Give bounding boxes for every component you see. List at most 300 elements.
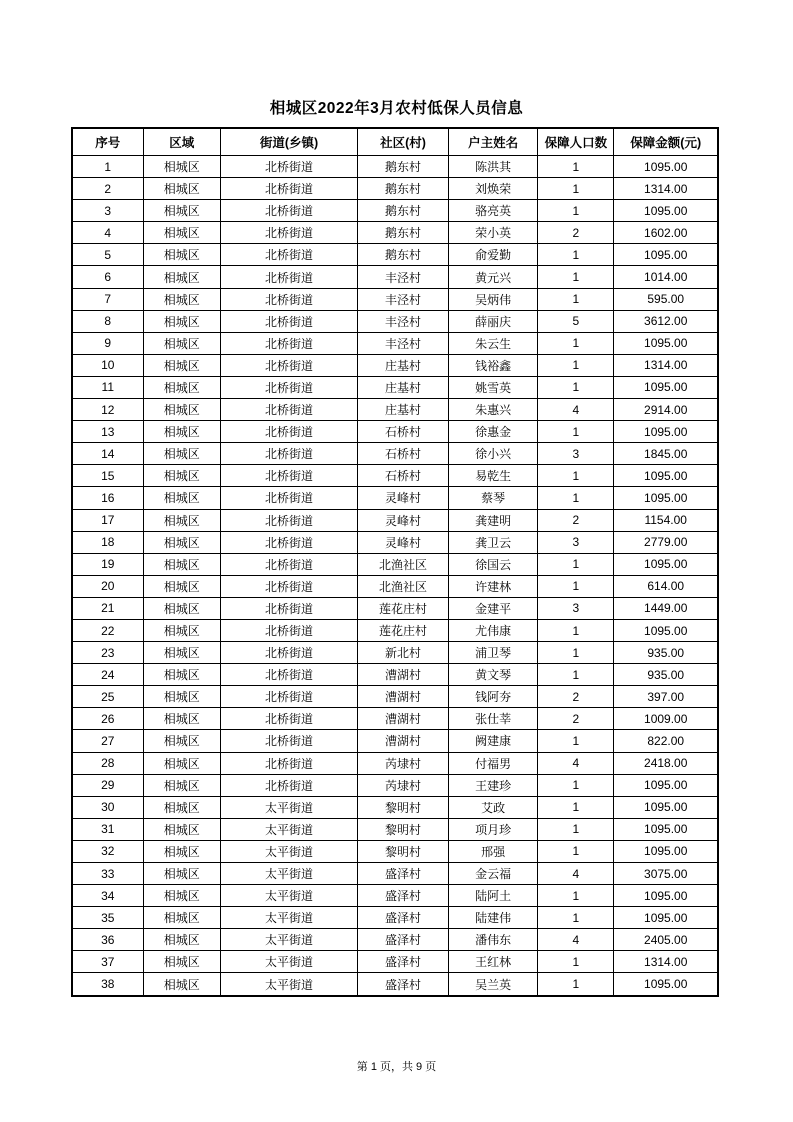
cell-village: 盛泽村 (358, 885, 449, 907)
cell-householder-name: 付福男 (449, 752, 538, 774)
table-row (72, 443, 718, 465)
cell-householder-name: 徐小兴 (449, 443, 538, 465)
cell-street: 北桥街道 (221, 531, 358, 553)
cell-village: 漕湖村 (358, 664, 449, 686)
cell-seq: 3 (72, 200, 143, 222)
cell-householder-name: 陆建伟 (449, 907, 538, 929)
cell-householder-name: 金云福 (449, 863, 538, 885)
cell-amount: 1095.00 (614, 200, 718, 222)
cell-street: 北桥街道 (221, 752, 358, 774)
cell-street: 北桥街道 (221, 619, 358, 641)
cell-seq: 11 (72, 376, 143, 398)
table-header-row (72, 128, 718, 156)
cell-householder-name: 王建珍 (449, 774, 538, 796)
cell-population-count: 4 (538, 752, 614, 774)
cell-amount: 822.00 (614, 730, 718, 752)
cell-street: 北桥街道 (221, 774, 358, 796)
cell-village: 庄基村 (358, 354, 449, 376)
table-row (72, 973, 718, 996)
table-row (72, 664, 718, 686)
cell-region: 相城区 (143, 642, 221, 664)
cell-amount: 1095.00 (614, 376, 718, 398)
cell-population-count: 3 (538, 597, 614, 619)
table-row (72, 774, 718, 796)
cell-region: 相城区 (143, 178, 221, 200)
table-row (72, 929, 718, 951)
cell-region: 相城区 (143, 200, 221, 222)
cell-region: 相城区 (143, 288, 221, 310)
cell-householder-name: 黄元兴 (449, 266, 538, 288)
cell-region: 相城区 (143, 244, 221, 266)
cell-region: 相城区 (143, 421, 221, 443)
cell-seq: 16 (72, 487, 143, 509)
cell-village: 芮埭村 (358, 752, 449, 774)
cell-population-count: 1 (538, 421, 614, 443)
cell-region: 相城区 (143, 332, 221, 354)
cell-village: 丰泾村 (358, 332, 449, 354)
cell-village: 丰泾村 (358, 266, 449, 288)
cell-village: 北渔社区 (358, 553, 449, 575)
cell-seq: 2 (72, 178, 143, 200)
cell-region: 相城区 (143, 619, 221, 641)
cell-householder-name: 荣小英 (449, 222, 538, 244)
cell-seq: 34 (72, 885, 143, 907)
cell-region: 相城区 (143, 487, 221, 509)
cell-householder-name: 陈洪其 (449, 156, 538, 178)
cell-amount: 397.00 (614, 686, 718, 708)
table-row (72, 487, 718, 509)
cell-region: 相城区 (143, 907, 221, 929)
cell-seq: 4 (72, 222, 143, 244)
cell-region: 相城区 (143, 818, 221, 840)
cell-householder-name: 龚卫云 (449, 531, 538, 553)
column-header: 街道(乡镇) (221, 128, 358, 156)
cell-village: 灵峰村 (358, 487, 449, 509)
table-row (72, 376, 718, 398)
cell-street: 北桥街道 (221, 200, 358, 222)
cell-village: 盛泽村 (358, 951, 449, 973)
cell-region: 相城区 (143, 399, 221, 421)
cell-street: 北桥街道 (221, 332, 358, 354)
cell-population-count: 1 (538, 553, 614, 575)
cell-region: 相城区 (143, 929, 221, 951)
cell-seq: 22 (72, 619, 143, 641)
cell-region: 相城区 (143, 686, 221, 708)
cell-street: 北桥街道 (221, 376, 358, 398)
cell-region: 相城区 (143, 266, 221, 288)
cell-region: 相城区 (143, 222, 221, 244)
cell-householder-name: 阙建康 (449, 730, 538, 752)
cell-population-count: 2 (538, 708, 614, 730)
cell-village: 北渔社区 (358, 575, 449, 597)
table-row (72, 399, 718, 421)
table-row (72, 840, 718, 862)
cell-region: 相城区 (143, 376, 221, 398)
table-row (72, 509, 718, 531)
cell-amount: 1009.00 (614, 708, 718, 730)
cell-amount: 1314.00 (614, 354, 718, 376)
cell-amount: 3075.00 (614, 863, 718, 885)
cell-seq: 27 (72, 730, 143, 752)
cell-amount: 2405.00 (614, 929, 718, 951)
table-row (72, 708, 718, 730)
cell-village: 新北村 (358, 642, 449, 664)
cell-street: 北桥街道 (221, 730, 358, 752)
cell-population-count: 1 (538, 200, 614, 222)
page-title: 相城区2022年3月农村低保人员信息 (269, 100, 524, 117)
cell-amount: 1095.00 (614, 973, 718, 996)
cell-amount: 1314.00 (614, 178, 718, 200)
cell-region: 相城区 (143, 863, 221, 885)
cell-village: 鹅东村 (358, 200, 449, 222)
cell-amount: 2418.00 (614, 752, 718, 774)
cell-street: 北桥街道 (221, 222, 358, 244)
cell-village: 鹅东村 (358, 156, 449, 178)
table-row (72, 619, 718, 641)
cell-householder-name: 浦卫琴 (449, 642, 538, 664)
cell-population-count: 1 (538, 244, 614, 266)
table-row (72, 951, 718, 973)
cell-village: 丰泾村 (358, 310, 449, 332)
cell-street: 太平街道 (221, 951, 358, 973)
cell-householder-name: 徐国云 (449, 553, 538, 575)
page-footer: 第 1 页，共 9 页 (356, 1061, 437, 1073)
cell-seq: 8 (72, 310, 143, 332)
cell-population-count: 1 (538, 332, 614, 354)
cell-street: 北桥街道 (221, 266, 358, 288)
cell-street: 太平街道 (221, 840, 358, 862)
cell-street: 北桥街道 (221, 443, 358, 465)
cell-street: 北桥街道 (221, 244, 358, 266)
table-row (72, 200, 718, 222)
cell-population-count: 1 (538, 774, 614, 796)
cell-householder-name: 吴炳伟 (449, 288, 538, 310)
cell-region: 相城区 (143, 752, 221, 774)
table-row (72, 244, 718, 266)
cell-village: 鹅东村 (358, 178, 449, 200)
cell-householder-name: 朱云生 (449, 332, 538, 354)
table-row (72, 310, 718, 332)
cell-householder-name: 钱裕鑫 (449, 354, 538, 376)
cell-seq: 6 (72, 266, 143, 288)
cell-seq: 30 (72, 796, 143, 818)
cell-region: 相城区 (143, 730, 221, 752)
cell-street: 太平街道 (221, 907, 358, 929)
cell-householder-name: 俞爱勤 (449, 244, 538, 266)
cell-amount: 1095.00 (614, 796, 718, 818)
cell-street: 北桥街道 (221, 178, 358, 200)
cell-householder-name: 黄文琴 (449, 664, 538, 686)
cell-amount: 2914.00 (614, 399, 718, 421)
cell-population-count: 1 (538, 465, 614, 487)
table-row (72, 686, 718, 708)
cell-street: 北桥街道 (221, 288, 358, 310)
cell-population-count: 1 (538, 885, 614, 907)
cell-population-count: 1 (538, 951, 614, 973)
cell-seq: 10 (72, 354, 143, 376)
cell-street: 北桥街道 (221, 399, 358, 421)
cell-village: 黎明村 (358, 818, 449, 840)
table-row (72, 178, 718, 200)
cell-population-count: 1 (538, 619, 614, 641)
cell-amount: 1095.00 (614, 244, 718, 266)
cell-seq: 13 (72, 421, 143, 443)
cell-population-count: 1 (538, 354, 614, 376)
cell-amount: 1095.00 (614, 774, 718, 796)
cell-amount: 1095.00 (614, 332, 718, 354)
cell-householder-name: 姚雪英 (449, 376, 538, 398)
cell-seq: 23 (72, 642, 143, 664)
cell-region: 相城区 (143, 774, 221, 796)
cell-householder-name: 钱阿夯 (449, 686, 538, 708)
table-body (72, 156, 718, 996)
cell-amount: 1845.00 (614, 443, 718, 465)
cell-village: 盛泽村 (358, 863, 449, 885)
cell-seq: 28 (72, 752, 143, 774)
cell-householder-name: 刘焕荣 (449, 178, 538, 200)
cell-population-count: 1 (538, 266, 614, 288)
cell-seq: 21 (72, 597, 143, 619)
cell-street: 北桥街道 (221, 642, 358, 664)
cell-population-count: 1 (538, 796, 614, 818)
cell-village: 庄基村 (358, 376, 449, 398)
cell-village: 庄基村 (358, 399, 449, 421)
cell-amount: 1095.00 (614, 487, 718, 509)
cell-population-count: 1 (538, 487, 614, 509)
cell-seq: 20 (72, 575, 143, 597)
cell-street: 北桥街道 (221, 597, 358, 619)
cell-population-count: 3 (538, 443, 614, 465)
cell-street: 太平街道 (221, 818, 358, 840)
cell-region: 相城区 (143, 664, 221, 686)
cell-householder-name: 张仕莘 (449, 708, 538, 730)
cell-street: 太平街道 (221, 973, 358, 996)
table-row (72, 156, 718, 178)
cell-seq: 14 (72, 443, 143, 465)
cell-amount: 2779.00 (614, 531, 718, 553)
cell-region: 相城区 (143, 443, 221, 465)
column-header: 社区(村) (358, 128, 449, 156)
cell-region: 相城区 (143, 575, 221, 597)
cell-seq: 5 (72, 244, 143, 266)
cell-amount: 614.00 (614, 575, 718, 597)
cell-seq: 29 (72, 774, 143, 796)
cell-region: 相城区 (143, 951, 221, 973)
column-header: 区域 (143, 128, 221, 156)
cell-population-count: 4 (538, 929, 614, 951)
cell-population-count: 2 (538, 509, 614, 531)
cell-street: 太平街道 (221, 885, 358, 907)
cell-region: 相城区 (143, 885, 221, 907)
cell-amount: 1449.00 (614, 597, 718, 619)
cell-amount: 1095.00 (614, 840, 718, 862)
cell-seq: 32 (72, 840, 143, 862)
column-header: 保障人口数 (538, 128, 614, 156)
cell-street: 北桥街道 (221, 487, 358, 509)
cell-street: 北桥街道 (221, 310, 358, 332)
cell-amount: 935.00 (614, 642, 718, 664)
cell-seq: 17 (72, 509, 143, 531)
cell-seq: 36 (72, 929, 143, 951)
table-row (72, 863, 718, 885)
cell-seq: 25 (72, 686, 143, 708)
cell-householder-name: 吴兰英 (449, 973, 538, 996)
table-row (72, 575, 718, 597)
cell-seq: 31 (72, 818, 143, 840)
cell-street: 北桥街道 (221, 465, 358, 487)
cell-population-count: 5 (538, 310, 614, 332)
cell-region: 相城区 (143, 840, 221, 862)
cell-population-count: 2 (538, 686, 614, 708)
cell-region: 相城区 (143, 156, 221, 178)
table-row (72, 465, 718, 487)
cell-region: 相城区 (143, 465, 221, 487)
cell-village: 漕湖村 (358, 730, 449, 752)
cell-population-count: 2 (538, 222, 614, 244)
cell-street: 北桥街道 (221, 421, 358, 443)
cell-amount: 1095.00 (614, 885, 718, 907)
cell-population-count: 4 (538, 399, 614, 421)
cell-street: 太平街道 (221, 929, 358, 951)
cell-street: 太平街道 (221, 796, 358, 818)
cell-seq: 18 (72, 531, 143, 553)
cell-village: 灵峰村 (358, 509, 449, 531)
cell-village: 石桥村 (358, 443, 449, 465)
column-header: 序号 (72, 128, 143, 156)
cell-population-count: 1 (538, 575, 614, 597)
cell-householder-name: 尤伟康 (449, 619, 538, 641)
cell-seq: 26 (72, 708, 143, 730)
table-row (72, 354, 718, 376)
table-row (72, 818, 718, 840)
cell-seq: 37 (72, 951, 143, 973)
table-row (72, 642, 718, 664)
table-row (72, 531, 718, 553)
cell-seq: 35 (72, 907, 143, 929)
cell-population-count: 1 (538, 840, 614, 862)
cell-seq: 1 (72, 156, 143, 178)
cell-householder-name: 项月珍 (449, 818, 538, 840)
cell-village: 灵峰村 (358, 531, 449, 553)
cell-street: 北桥街道 (221, 664, 358, 686)
cell-amount: 1602.00 (614, 222, 718, 244)
cell-seq: 7 (72, 288, 143, 310)
table-row (72, 421, 718, 443)
cell-householder-name: 蔡琴 (449, 487, 538, 509)
table-row (72, 266, 718, 288)
cell-population-count: 1 (538, 818, 614, 840)
cell-amount: 1095.00 (614, 907, 718, 929)
cell-householder-name: 陆阿土 (449, 885, 538, 907)
cell-amount: 595.00 (614, 288, 718, 310)
cell-village: 鹅东村 (358, 222, 449, 244)
table-row (72, 222, 718, 244)
cell-amount: 1014.00 (614, 266, 718, 288)
cell-population-count: 1 (538, 156, 614, 178)
table-row (72, 730, 718, 752)
cell-householder-name: 金建平 (449, 597, 538, 619)
cell-population-count: 3 (538, 531, 614, 553)
cell-region: 相城区 (143, 531, 221, 553)
table-row (72, 332, 718, 354)
cell-amount: 1095.00 (614, 465, 718, 487)
cell-region: 相城区 (143, 796, 221, 818)
cell-village: 盛泽村 (358, 929, 449, 951)
cell-population-count: 1 (538, 664, 614, 686)
cell-region: 相城区 (143, 597, 221, 619)
cell-householder-name: 龚建明 (449, 509, 538, 531)
cell-amount: 1314.00 (614, 951, 718, 973)
cell-population-count: 4 (538, 863, 614, 885)
cell-population-count: 1 (538, 973, 614, 996)
cell-street: 北桥街道 (221, 708, 358, 730)
column-header: 户主姓名 (449, 128, 538, 156)
cell-village: 莲花庄村 (358, 597, 449, 619)
cell-householder-name: 艾政 (449, 796, 538, 818)
cell-village: 漕湖村 (358, 708, 449, 730)
cell-village: 黎明村 (358, 840, 449, 862)
cell-amount: 1095.00 (614, 818, 718, 840)
cell-householder-name: 徐惠金 (449, 421, 538, 443)
table-row (72, 885, 718, 907)
cell-population-count: 1 (538, 907, 614, 929)
cell-householder-name: 许建林 (449, 575, 538, 597)
cell-amount: 1095.00 (614, 421, 718, 443)
cell-householder-name: 潘伟东 (449, 929, 538, 951)
cell-street: 北桥街道 (221, 509, 358, 531)
cell-seq: 19 (72, 553, 143, 575)
cell-village: 鹅东村 (358, 244, 449, 266)
cell-seq: 15 (72, 465, 143, 487)
cell-amount: 1154.00 (614, 509, 718, 531)
cell-street: 北桥街道 (221, 575, 358, 597)
cell-village: 石桥村 (358, 465, 449, 487)
cell-population-count: 1 (538, 642, 614, 664)
table-row (72, 288, 718, 310)
table-row (72, 796, 718, 818)
cell-seq: 38 (72, 973, 143, 996)
cell-population-count: 1 (538, 288, 614, 310)
cell-householder-name: 王红林 (449, 951, 538, 973)
cell-householder-name: 邢强 (449, 840, 538, 862)
cell-population-count: 1 (538, 178, 614, 200)
cell-householder-name: 朱惠兴 (449, 399, 538, 421)
cell-village: 盛泽村 (358, 973, 449, 996)
cell-amount: 1095.00 (614, 619, 718, 641)
cell-region: 相城区 (143, 708, 221, 730)
cell-village: 莲花庄村 (358, 619, 449, 641)
table-row (72, 752, 718, 774)
benefit-table (71, 127, 719, 997)
cell-street: 北桥街道 (221, 553, 358, 575)
cell-householder-name: 易乾生 (449, 465, 538, 487)
cell-street: 北桥街道 (221, 156, 358, 178)
cell-householder-name: 骆亮英 (449, 200, 538, 222)
cell-region: 相城区 (143, 310, 221, 332)
table-row (72, 907, 718, 929)
cell-region: 相城区 (143, 354, 221, 376)
cell-village: 盛泽村 (358, 907, 449, 929)
table-row (72, 553, 718, 575)
cell-population-count: 1 (538, 730, 614, 752)
cell-seq: 9 (72, 332, 143, 354)
cell-street: 北桥街道 (221, 686, 358, 708)
column-header: 保障金额(元) (614, 128, 718, 156)
cell-seq: 24 (72, 664, 143, 686)
cell-village: 黎明村 (358, 796, 449, 818)
cell-householder-name: 薛丽庆 (449, 310, 538, 332)
cell-village: 丰泾村 (358, 288, 449, 310)
